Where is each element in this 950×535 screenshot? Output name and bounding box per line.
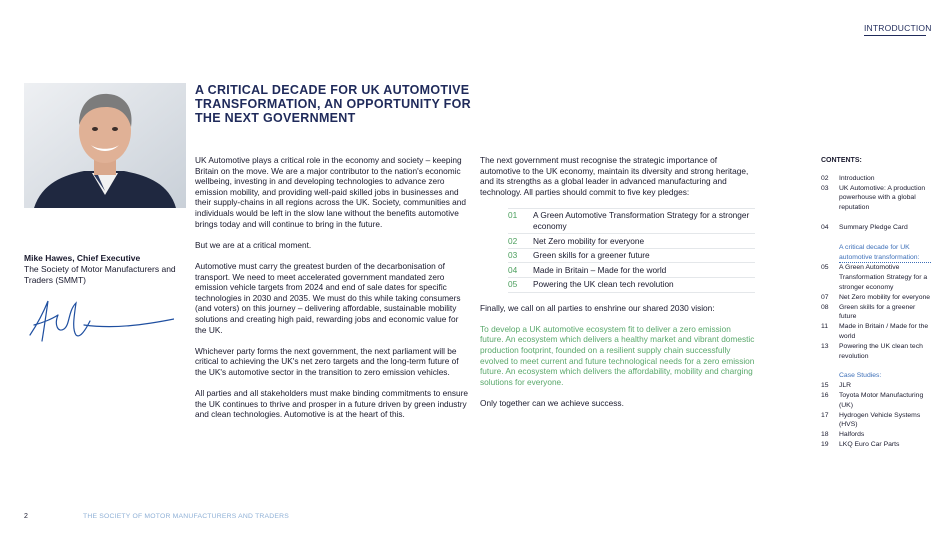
toc-label: Green skills for a greener future [839,303,916,321]
pledge-text: Green skills for a greener future [533,250,650,261]
toc-label: Net Zero mobility for everyone [839,293,931,301]
toc-item[interactable] [821,293,931,303]
toc-label: Case Studies: [839,372,882,380]
toc-page-number: 19 [821,440,829,448]
toc-item[interactable] [821,430,931,440]
toc-item[interactable] [821,303,931,323]
toc-item[interactable] [821,174,931,184]
body-column-2 [480,155,755,419]
pledge-item [508,209,755,234]
toc-page-number: 18 [821,431,829,439]
vision-statement: To develop a UK automotive ecosystem fit to deliver a zero emission future. An ecosystem which delivers a healthy market and vibrant domestic production footprint, founded on a resilient supply chain successfully evolved to meet current and future technological needs for a zero emission future. An ecosystem which delivers the affordability, mobility and charging solutions for everyone. [480,323,755,387]
pledge-list [508,208,755,293]
signature [24,295,174,347]
section-rule [864,35,926,36]
signatory-name: Mike Hawes, Chief Executive [24,253,141,263]
pledge-text: Powering the UK clean tech revolution [533,279,674,290]
paragraph: Automotive must carry the greatest burden of the decarbonisation of transport. We need to meet accelerated government mandated zero emission vehicle targets from 2024 and end of sale dates for specific technologies in 2030 and 2035. We must do this while taking consumers (and voters) on this journey – delivering affordable, sustainable mobility solutions and creating high paid, rewarding jobs and economic value for the UK. [195,260,461,335]
pledge-item [508,263,755,278]
toc-page-number [821,243,839,264]
toc-page-number: 16 [821,391,829,399]
paragraph: The next government must recognise the strategic importance of automotive to the UK economy, maintain its diversity and strong heritage, and its strengths as a global leader in advanced manufacturing and technology. All parties should commit to five key pledges: [480,155,749,197]
pledge-number: 04 [508,264,518,275]
toc-label: UK Automotive: A production powerhouse with a global reputation [839,184,926,212]
pledge-number: 03 [508,250,518,261]
contents-panel [821,156,931,450]
pledge-item [508,278,755,293]
toc-label: A Green Automotive Transformation Strategy for a stronger economy [839,264,928,291]
pledge-item [508,234,755,249]
paragraph: UK Automotive plays a critical role in the economy and society – keeping Britain on the move. We are a major contributor to the nation's economic wellbeing, investing in and developing technologies to advance zero emission mobility, and providing well-paid skilled jobs in businesses and their supply-chains in all regions across the UK. Society, communities and individuals would be left in the slow lane without the benefits automotive brings today and will continue to bring in the future. [195,155,467,229]
toc-label: A critical decade for UK automotive transformation: [839,243,931,264]
toc-label: Made in Britain / Made for the world [839,323,929,340]
paragraph: Finally, we call on all parties to enshrine our shared 2030 vision: [480,302,715,313]
paragraph: But we are at a critical moment. [195,239,312,250]
toc-label: JLR [839,382,852,390]
contents-title: CONTENTS: [821,157,862,164]
toc-label: Introduction [839,174,875,182]
pledge-number: 02 [508,235,518,246]
toc-page-number: 04 [821,223,829,231]
toc-item[interactable] [821,381,931,391]
toc-item[interactable] [821,391,931,411]
toc-page-number: 13 [821,342,829,350]
toc-item[interactable] [821,184,931,213]
pledge-number: 05 [508,279,518,290]
paragraph: All parties and all stakeholders must make binding commitments to ensure the UK continues to thrive and prosper in a future driven by green industry and clean technologies. Automotive is at the heart of this. [195,388,469,420]
section-tag: INTRODUCTION [864,23,932,33]
toc-item[interactable] [821,411,931,431]
toc-label: Hydrogen Vehicle Systems (HVS) [839,411,921,429]
pledge-number: 01 [508,210,518,221]
toc-page-number: 03 [821,184,829,192]
toc-page-number: 05 [821,264,829,272]
toc-page-number: 08 [821,303,829,311]
toc-page-number: 07 [821,293,829,301]
body-column-1 [195,155,470,430]
toc-page-number: 15 [821,382,829,390]
portrait-photo [24,83,186,208]
pledge-text: A Green Automotive Transformation Strategy for a stronger economy [533,210,750,232]
pledge-text: Net Zero mobility for everyone [533,235,645,246]
toc-page-number: 17 [821,411,829,419]
toc-item[interactable] [821,263,931,292]
toc-page-number: 02 [821,174,829,182]
signatory-organisation: The Society of Motor Manufacturers and Traders (SMMT) [24,264,176,285]
toc-label: LKQ Euro Car Parts [839,440,900,448]
footer-organisation: THE SOCIETY OF MOTOR MANUFACTURERS AND TRADERS [83,513,289,520]
page-number: 2 [24,513,28,520]
toc-case-studies-heading [821,371,931,381]
toc-label: Halfords [839,431,865,439]
toc-page-number: 11 [821,323,829,331]
pledge-item [508,249,755,264]
toc-item[interactable] [821,342,931,362]
closing-line: Only together can we achieve success. [480,397,624,408]
toc-item[interactable] [821,322,931,342]
toc-label: Toyota Motor Manufacturing (UK) [839,391,924,409]
headline: A CRITICAL DECADE FOR UK AUTOMOTIVE TRANSFORMATION, AN OPPORTUNITY FOR THE NEXT GOVERNMENT [195,83,471,125]
toc-item[interactable] [821,440,931,450]
pledge-text: Made in Britain – Made for the world [533,264,667,275]
toc-label: Summary Pledge Card [839,223,908,231]
toc-item[interactable] [821,223,931,233]
paragraph: Whichever party forms the next government, the next parliament will be critical to achieving the UK's net zero targets and the long-term future of the UK's automotive sector in the transition to zero emission vehicles. [195,345,459,377]
toc-section-heading[interactable] [821,243,931,264]
toc-label: Powering the UK clean tech revolution [839,342,923,360]
